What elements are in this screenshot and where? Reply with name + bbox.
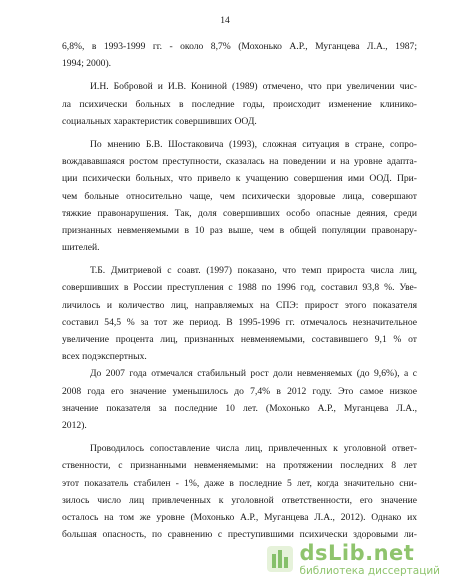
text-line: тяжкие правонарушения. Так, доля совершивших особо опасные деяния, среди <box>62 207 417 219</box>
text-line: Т.Б. Дмитриевой с соавт. (1997) показано, что темп прироста числа лиц, <box>90 265 417 277</box>
text-line: этот показатель стабилен - 1%, даже в последние 5 лет, когда значительно сни- <box>62 477 417 489</box>
text-line: ла психически больных в последние годы, происходит изменение клинико- <box>62 98 417 110</box>
text-line: шителей. <box>62 242 100 254</box>
text-line: 2012). <box>62 419 87 431</box>
text-line: зилось число лиц привлеченных к уголовной ответственности, его значение <box>62 494 417 506</box>
page-number: 14 <box>220 16 230 26</box>
text-line: составил 54,5 % за тот же период. В 1995-1996 гг. отмечалось незначительное <box>62 316 417 328</box>
text-line: значение показателя за последние 10 лет. (Мохонько А.Р., Муганцева Л.А., <box>62 402 417 414</box>
text-line: До 2007 года отмечался стабильный рост доли невменяемых (до 9,6%), а с <box>90 368 417 380</box>
text-line: признанных невменяемыми в 10 раз выше, чем в общей популяции правонару- <box>62 224 417 236</box>
books-logo-icon <box>267 546 293 572</box>
watermark <box>267 540 440 577</box>
text-line: И.Н. Бобровой и И.В. Кониной (1989) отмечено, что при увеличении чис- <box>90 81 417 93</box>
text-line: вождававшаяся ростом преступности, сказалась на поведении и на уровне адапта- <box>62 156 417 168</box>
text-line: совершивших в России преступления с 1988 по 1996 год, составил 93,8 %. Уве- <box>62 282 417 294</box>
watermark-subtitle: библиотека диссертаций <box>299 564 440 577</box>
text-line: ственности, с признанными невменяемыми: на протяжении последних 8 лет <box>62 460 417 472</box>
text-line: Проводилось сопоставление числа лиц, привлеченных к уголовной ответ- <box>90 443 417 455</box>
text-line: По мнению Б.В. Шостаковича (1993), сложная ситуация в стране, сопро- <box>90 138 417 150</box>
text-line: увеличение процента лиц, признанных невменяемыми, составившего 9,1 % от <box>62 334 417 345</box>
text-line: 1994; 2000). <box>62 58 112 70</box>
text-line: большая опасность, по сравнению с преступившими психически здоровыми ли- <box>62 529 417 541</box>
text-line: осталось на том же уровне (Мохонько А.Р., Муганцева Л.А., 2012). Однако их <box>62 511 417 523</box>
text-line: социальных характеристик совершивших ООД. <box>62 115 257 127</box>
text-line: личилось и количество лиц, направляемых на СПЭ: прирост этого показателя <box>62 299 417 311</box>
text-line: всех подэкспертных. <box>62 351 147 363</box>
text-line: ции психически больных, что привело к учащению совершения ими ООД. При- <box>62 173 417 185</box>
text-line: чем больные относительно чаще, чем психически здоровые лица, совершают <box>62 190 417 202</box>
watermark-title: dsLib.net <box>299 540 415 565</box>
body-text <box>62 38 417 543</box>
text-line: 6,8%, в 1993-1999 гг. - около 8,7% (Мохонько А.Р., Муганцева Л.А., 1987; <box>62 41 417 52</box>
text-line: 2008 года его значение уменьшилось до 7,4% в 2012 году. Это самое низкое <box>62 385 417 397</box>
